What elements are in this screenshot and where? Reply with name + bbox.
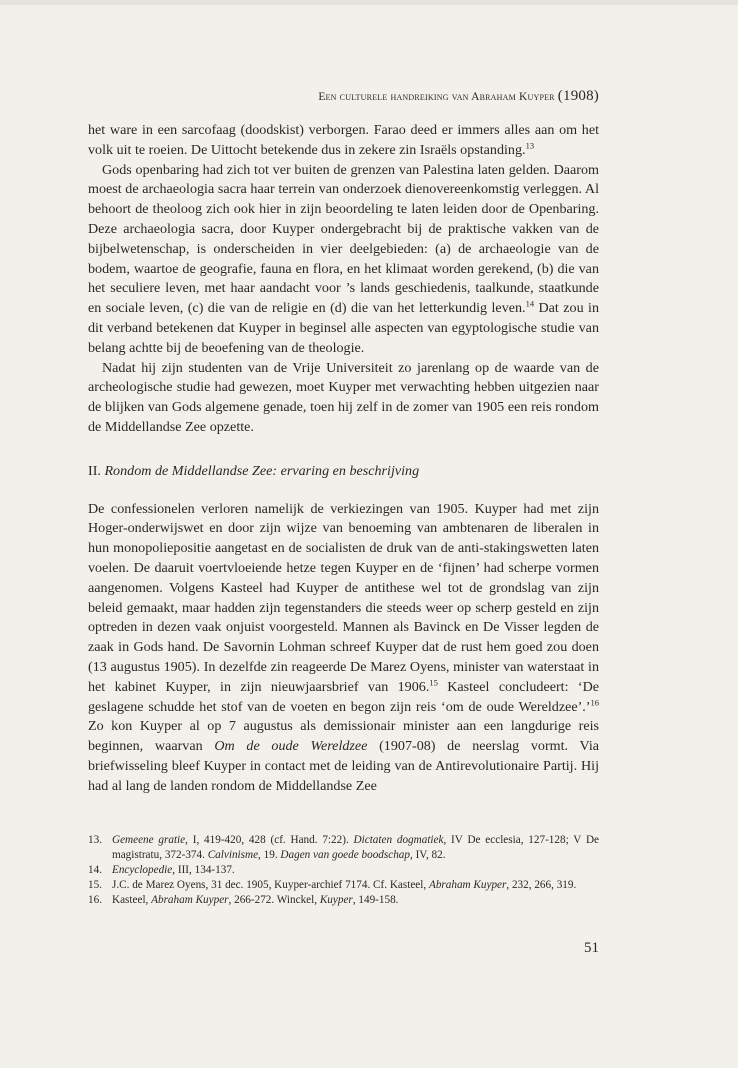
paragraph-4-text-d: (1907-08) de neerslag vormt. Via briefwisseling bleef Kuyper in contact met de leiding van de Antirevolutionaire Partij. Hij had al lang de landen rondom de Middellandse Zee	[88, 738, 599, 794]
paragraph-3: Nadat hij zijn studenten van de Vrije Universiteit zo jarenlang op de waarde van de archeologische studie had gewezen, moet Kuyper met verwachting hebben uitgezien naar de blijken van Gods algemene genade, toen hij zelf in de zomer van 1905 een reis rondom de Middellandse Zee opzette.	[88, 359, 599, 435]
footnote-text-part: , IV, 82.	[409, 849, 446, 861]
footnote-number: 16.	[88, 894, 102, 906]
paragraph-4-text-c: Zo kon Kuyper al op 7 augustus als demissionair minister aan een langdurige reis beginnen, waarvan	[88, 718, 599, 755]
paragraph-1	[88, 121, 599, 161]
paragraph-4	[88, 500, 599, 797]
footnote-title: Abraham Kuyper	[428, 879, 507, 891]
footnote	[88, 863, 599, 878]
footnote-text-part: , 149-158.	[352, 894, 399, 906]
footnotes	[88, 833, 599, 908]
paragraph-4-text: De confessionelen verloren namelijk de verkiezingen van 1905. Kuyper had met zijn Hoger-onderwijswet en door zijn wijze van benoeming van ambtenaren de liberalen in hun monopoliepositie aangetast en de socialisten de druk van de anti-stakingswetten laten voelen. De daaruit voertvloeiende hetze tegen Kuyper en de ‘fijnen’ had scherpe vormen aangenomen. Volgens Kasteel had Kuyper de antithese wel tot de grondslag van zijn beleid gemaakt, maar hadden zijn tegenstanders die steeds weer op scherp gesteld en zijn optreden in dezen vaak onjuist voorgesteld. Mannen als Bavinck en De Visser legden de zaak in Gods hand. De Savornin Lohman schreef Kuyper dat de rust hem goed zou doen (13 augustus 1905). In dezelfde zin reageerde De Marez Oyens, minister van waterstaat in het kabinet Kuyper, in zijn nieuwjaarsbrief van 1906.	[88, 500, 599, 695]
footnote-text-part: , III, 134-137.	[172, 864, 235, 876]
footnote-title: Kuyper	[319, 894, 353, 906]
paragraph-2	[88, 161, 599, 359]
footnote-text-part: , I, 419-420, 428 (cf. Hand. 7:22).	[185, 834, 354, 846]
footnote-title: Dictaten dogmatiek	[353, 834, 444, 846]
section-heading	[88, 462, 599, 482]
running-head-title: Een culturele handreiking van Abraham Kuyper	[318, 91, 555, 103]
paragraph-2-text: Gods openbaring had zich tot ver buiten de grenzen van Palestina laten gelden. Daarom moest de archaeologia sacra haar terrein van onderzoek dienovereenkomstig verleggen. Al behoort de theoloog zich ook hier in zijn beoordeling te laten leiden door de Openbaring. Deze archaeologia sacra, door Kuyper ondergebracht bij de praktische vakken van de bijbelwetenschap, is onderscheiden in vier deelgebieden: (a) de archaeologie van de bodem, waartoe de geografie, fauna en flora, en het klimaat worden gerekend, (b) die van het seculiere leven, met haar aandacht voor ’s lands geschiedenis, taalkunde, staatkunde en sociale leven, (c) die van de religie en (d) die van het letterkundig leven.	[88, 161, 599, 317]
running-head-year: (1908)	[557, 88, 599, 104]
footnote-title: Abraham Kuyper	[151, 894, 229, 906]
top-edge	[0, 0, 738, 5]
footnote-number: 14.	[88, 864, 102, 876]
footnote	[88, 893, 599, 908]
footnote-ref-13[interactable]: 13	[525, 140, 535, 151]
footnote-text-part: , 266-272. Winckel,	[228, 894, 320, 906]
footnote-title: Encyclopedie	[112, 864, 173, 876]
footnote-text	[112, 833, 599, 863]
footnote-number: 15.	[88, 879, 102, 891]
footnote-text	[112, 893, 599, 908]
footnote-ref-15[interactable]: 15	[429, 677, 438, 688]
paragraph-4-text-b: Kasteel concludeert: ‘De geslagene schudde het stof van de voeten en begon zijn reis ‘om de oude Wereldzee’.’	[88, 678, 599, 715]
footnote-number: 13.	[88, 834, 102, 846]
footnote-text-part: , 232, 266, 319.	[506, 879, 577, 891]
footnote-text-part: Kasteel,	[112, 894, 152, 906]
running-head	[88, 88, 599, 105]
paragraph-2-text-cont: Dat zou in dit verband betekenen dat Kuyper in beginsel alle aspecten van egyptologische studie van belang achtte bij de beoefening van de theologie.	[88, 300, 600, 356]
page-number: 51	[584, 940, 599, 956]
footnote-title: Gemeene gratie	[112, 834, 186, 846]
footnote-text	[112, 863, 599, 878]
section-title: Rondom de Middellandse Zee: ervaring en beschrijving	[104, 462, 420, 479]
footnote	[88, 833, 599, 863]
footnote-text	[112, 878, 599, 893]
paragraph-1-text: het ware in een sarcofaag (doodskist) verborgen. Farao deed er immers alles aan om het volk uit te roeien. De Uittocht betekende dus in zekere zin Israëls opstanding.	[88, 122, 599, 158]
footnote-text-part: , IV De ecclesia, 127-128; V De magistratu, 372-374.	[112, 834, 599, 861]
footnote-title: Dagen van goede boodschap	[280, 849, 410, 861]
footnote-text-part: J.C. de Marez Oyens, 31 dec. 1905, Kuyper-archief 7174. Cf. Kasteel,	[112, 879, 429, 891]
section-number: II.	[88, 462, 101, 479]
footnote-text-part: , 19.	[258, 849, 281, 861]
footnote-title: Calvinisme	[207, 849, 259, 861]
footnote-ref-14[interactable]: 14	[525, 298, 535, 309]
body-text	[88, 121, 599, 797]
footnote-ref-16[interactable]: 16	[590, 696, 599, 707]
book-title: Om de oude Wereldzee	[214, 738, 368, 755]
footnote	[88, 878, 599, 893]
